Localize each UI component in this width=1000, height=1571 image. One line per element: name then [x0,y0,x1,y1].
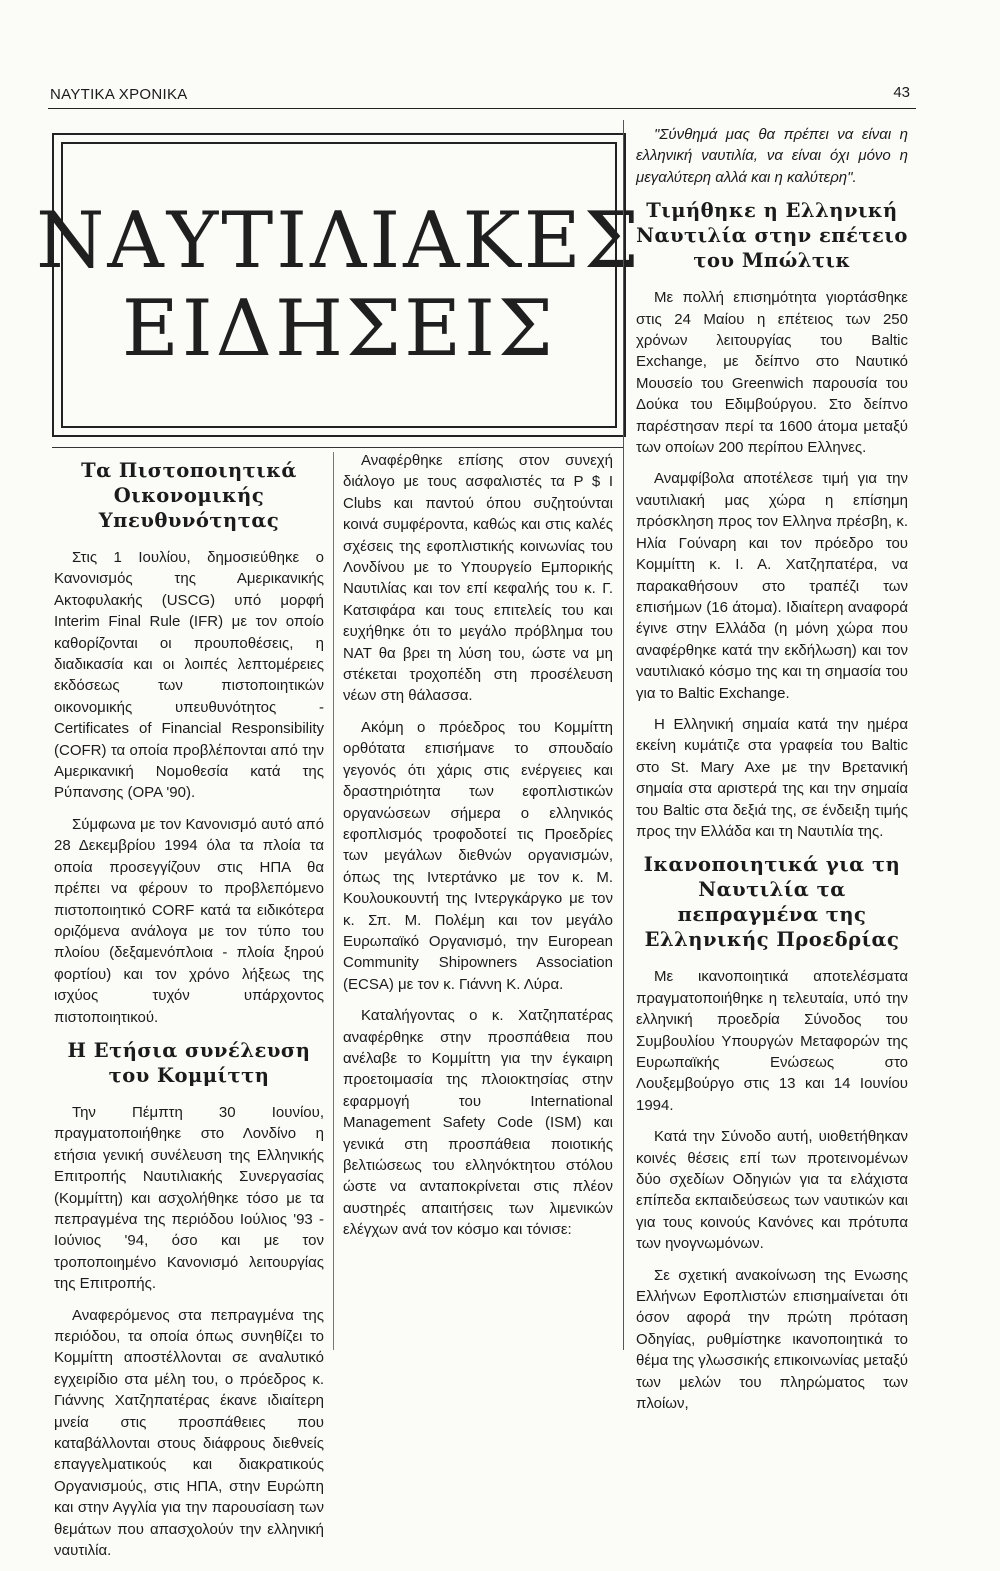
article-paragraph: Με πολλή επισημότητα γιορτάσθηκε στις 24 Μαίου η επέτειος των 250 χρόνων λειτουργίας του Baltic Exchange, με δείπνο στο Ναυτικό Μουσείο του Greenwich παρουσία του Δούκα του Εδιμβούργου. Στο δείπνο παρέστησαν περί τα 1600 άτομα μεταξύ των οποίων 200 περίπου Ελληνες. [636,289,908,457]
section-title-inner-frame [36,142,642,428]
section-title-line-1: ΝΑΥΤΙΛΙΑΚΕΣ [36,196,642,286]
header-rule [48,108,916,109]
column-divider-right [623,120,624,1350]
column-2 [343,450,613,1251]
article-heading-certificates: Τα Πιστοποιητικά Οικονομικής Υπευθυνότητας [81,459,297,532]
article-paragraph: Κατά την Σύνοδο αυτή, υιοθετήθηκαν κοινές θέσεις επί των προτεινομένων δύο σχεδίων Οδηγιών για τα ελάχιστα επίπεδα εκπαιδεύσεως των ναυτικών και για τους κοινούς Κανόνες και πρότυπα των ηνογνωμόνων. [636,1128,908,1253]
article-paragraph: Σε σχετική ανακοίνωση της Ενωσης Ελλήνων Εφοπλιστών επισημαίνεται ότι όσον αφορά την πρώτη πρόταση Οδηγίας, ρυθμίστηκε ικανοποιητικά το θέμα της γλωσσικής επικοινωνίας μεταξύ των μελών του πληρώματος των πλοίων, [636,1266,908,1413]
article-heading-baltic: Τιμήθηκε η Ελληνική Ναυτιλία στην επέτειο του Μπώλτικ [636,199,908,273]
section-title-box [36,133,642,437]
column-divider-left [333,452,334,1350]
article-paragraph: Σύμφωνα με τον Κανονισμό αυτό από 28 Δεκεμβρίου 1994 όλα τα πλοία τα οποία προσεγγίζουν στις ΗΠΑ θα πρέπει να φέρουν το προβλεπόμενο πιστοποιητικό CORF κατά τα ειδικότερα οριζόμενα ανάλογα με τον τύπο του πλοίου (δεξαμενόπλοια - πλοία ξηρού φορτίου) και τον χρόνο λήξεως της ισχύος τυχόν υπάρχοντος πιστοποιητικού. [54,815,324,1026]
magazine-name: ΝΑΥΤΙΚΑ ΧΡΟΝΙΚΑ [50,86,188,103]
page-number: 43 [893,84,910,101]
article-paragraph: Αναμφίβολα αποτέλεσε τιμή για την ναυτιλιακή μας χώρα η επίσημη πρόσκληση προς τον Ελληνα πρέσβη, κ. Ηλία Γούναρη και τον πρόεδρο του Κομμίττη κ. Ι. Α. Χατζηπατέρα, να παρακαθήσουν στο τραπέζι των επισήμων (16 άτομα). Ιδιαίτερη αναφορά έγινε στην Ελλάδα (η μόνη χώρα που αναφέρθηκε κατά την εκδήλωση) και τον ναυτιλιακό κόσμο της και τη σημασία του για το Baltic Exchange. [636,470,908,702]
quote-paragraph: "Σύνθημά μας θα πρέπει να είναι η ελληνική ναυτιλία, να είναι όχι μόνο η μεγαλύτερη αλλά και η καλύτερη". [636,126,908,186]
article-paragraph: Αναφέρθηκε επίσης στον συνεχή διάλογο με τους ασφαλιστές τα P $ I Clubs και παντού όπου συζητούνται κοινά συμφέροντα, καθώς και στις καλές σχέσεις της εφοπλιστικής κοινωνίας του Λονδίνου με το Υπουργείο Εμπορικής Ναυτιλίας και τον επί κεφαλής του κ. Γ. Κατσιφάρα και τους επιτελείς του και ευχήθηκε ότι το μεγάλο πρόβλημα του ΝΑΤ θα βρει τη λύση του, ώστε να μη στέκεται τροχοπέδη στη προσέλευση νέων στη θάλασσα. [343,452,613,705]
article-paragraph: Με ικανοποιητικά αποτελέσματα πραγματοποιήθηκε η τελευταία, υπό την ελληνική προεδρία Σύνοδος του Συμβουλίου Υπουργών Μεταφορών της Ευρωπαϊκής Ενώσεως στο Λουξεμβούργο στις 13 και 14 Ιουνίου 1994. [636,968,908,1114]
title-box-rule [52,447,623,448]
article-heading-annual-meeting: Η Ετήσια συνέλευση του Κομμίττη [67,1038,311,1087]
article-paragraph: Ακόμη ο πρόεδρος του Κομμίττη ορθότατα επισήμανε το σπουδαίο γεγονός ότι χάρις στις ενέργειες και δραστηριότητα των εφοπλιστικών οργανώσεων σήμερα ο ελληνικός εφοπλισμός τροφοδοτεί τις Προεδρίες των μεγάλων διεθνών οργανισμών, όπως της Ιντερτάνκο με τον κ. Μ. Κουλουκουντή της Ιντεργκάργκο με τον κ. Σπ. Μ. Πολέμη και τον μεγάλο Ευρωπαϊκό Οργανισμό, την European Community Shipowners Association (ECSA) με τον κ. Γιάννη Κ. Λύρα. [343,718,613,993]
article-paragraph: Αναφερόμενος στα πεπραγμένα της περιόδου, τα οποία όπως συνηθίζει το Κομμίττη αποστέλλονται σε αναλυτικό εγχειρίδιο στα μέλη του, ο πρόεδρος κ. Γιάννης Χατζηπατέρας έκανε ιδιαίτερη μνεία στις προσπάθειες που καταβάλλονται στους διάφρους διεθνείς επαγγελματικούς και διακρατικούς Οργανισμούς, στις ΗΠΑ, στην Ευρώπη και στην Αγγλία για την παρουσίαση των θεμάτων που απασχολούν την ελληνική ναυτιλία. [54,1306,324,1560]
article-paragraph: Την Πέμπτη 30 Ιουνίου, πραγματοποιήθηκε στο Λονδίνο η ετήσια γενική συνέλευση της Ελληνικής Επιτροπής Ναυτιλιακής Συνεργασίας (Κομμίττη) και ασχολήθηκε τόσο με τα πεπραγμένα της περιόδου Ιούλιος '93 - Ιούνιος '94, όσο και με τον τροποποιημένο Κανονισμό λειτουργίας της Επιτροπής. [54,1103,324,1293]
column-1 [54,450,324,1571]
article-paragraph: Η Ελληνική σημαία κατά την ημέρα εκείνη κυμάτιζε στα γραφεία του Baltic στο St. Mary Axe με την Βρετανική σημαία στα αριστερά της και την σημαία του Baltic στα δεξιά της, σε ένδειξη τιμής προς την Ελλάδα και τη Ναυτιλία της. [636,715,908,840]
section-title-line-2: ΕΙΔΗΣΕΙΣ [121,284,557,374]
article-paragraph: Στις 1 Ιουλίου, δημοσιεύθηκε ο Κανονισμός της Αμερικανικής Ακτοφυλακής (USCG) υπό μορφή Interim Final Rule (IFR) με τον οποίο καθορίζονται οι προυποθέσεις, η διαδικασία και οι λοιπές λεπτομέρειες εκδόσεως των πιστοποιητικών οικονομικής υπευθυνότητος - Certificates of Financial Responsibility (COFR) τα οποία προβλέπονται από την Αμερικανική Νομοθεσία κατά της Ρύπανσης (ΟΡΑ '90). [54,549,324,802]
column-3 [636,124,908,1425]
article-heading-presidency: Ικανοποιητικά για τη Ναυτιλία τα πεπραγμένα της Ελληνικής Προεδρίας [643,853,901,952]
article-paragraph: Καταλήγοντας ο κ. Χατζηπατέρας αναφέρθηκε στην προσπάθεια που ανέλαβε το Κομμίττη για την έγκαιρη προετοιμασία της πλοιοκτησίας στην εφαρμογή του International Management Safety Code (ISM) και γενικά στη προσπάθεια ποιοτικής βελτιώσεως του ελληνόκτητου στόλου ώστε να ανταποκρίνεται στις πλέον αυστηρές απαιτήσεις των λιμενικών ελέγχων ανά τον κόσμο και τόνισε: [343,1007,613,1239]
